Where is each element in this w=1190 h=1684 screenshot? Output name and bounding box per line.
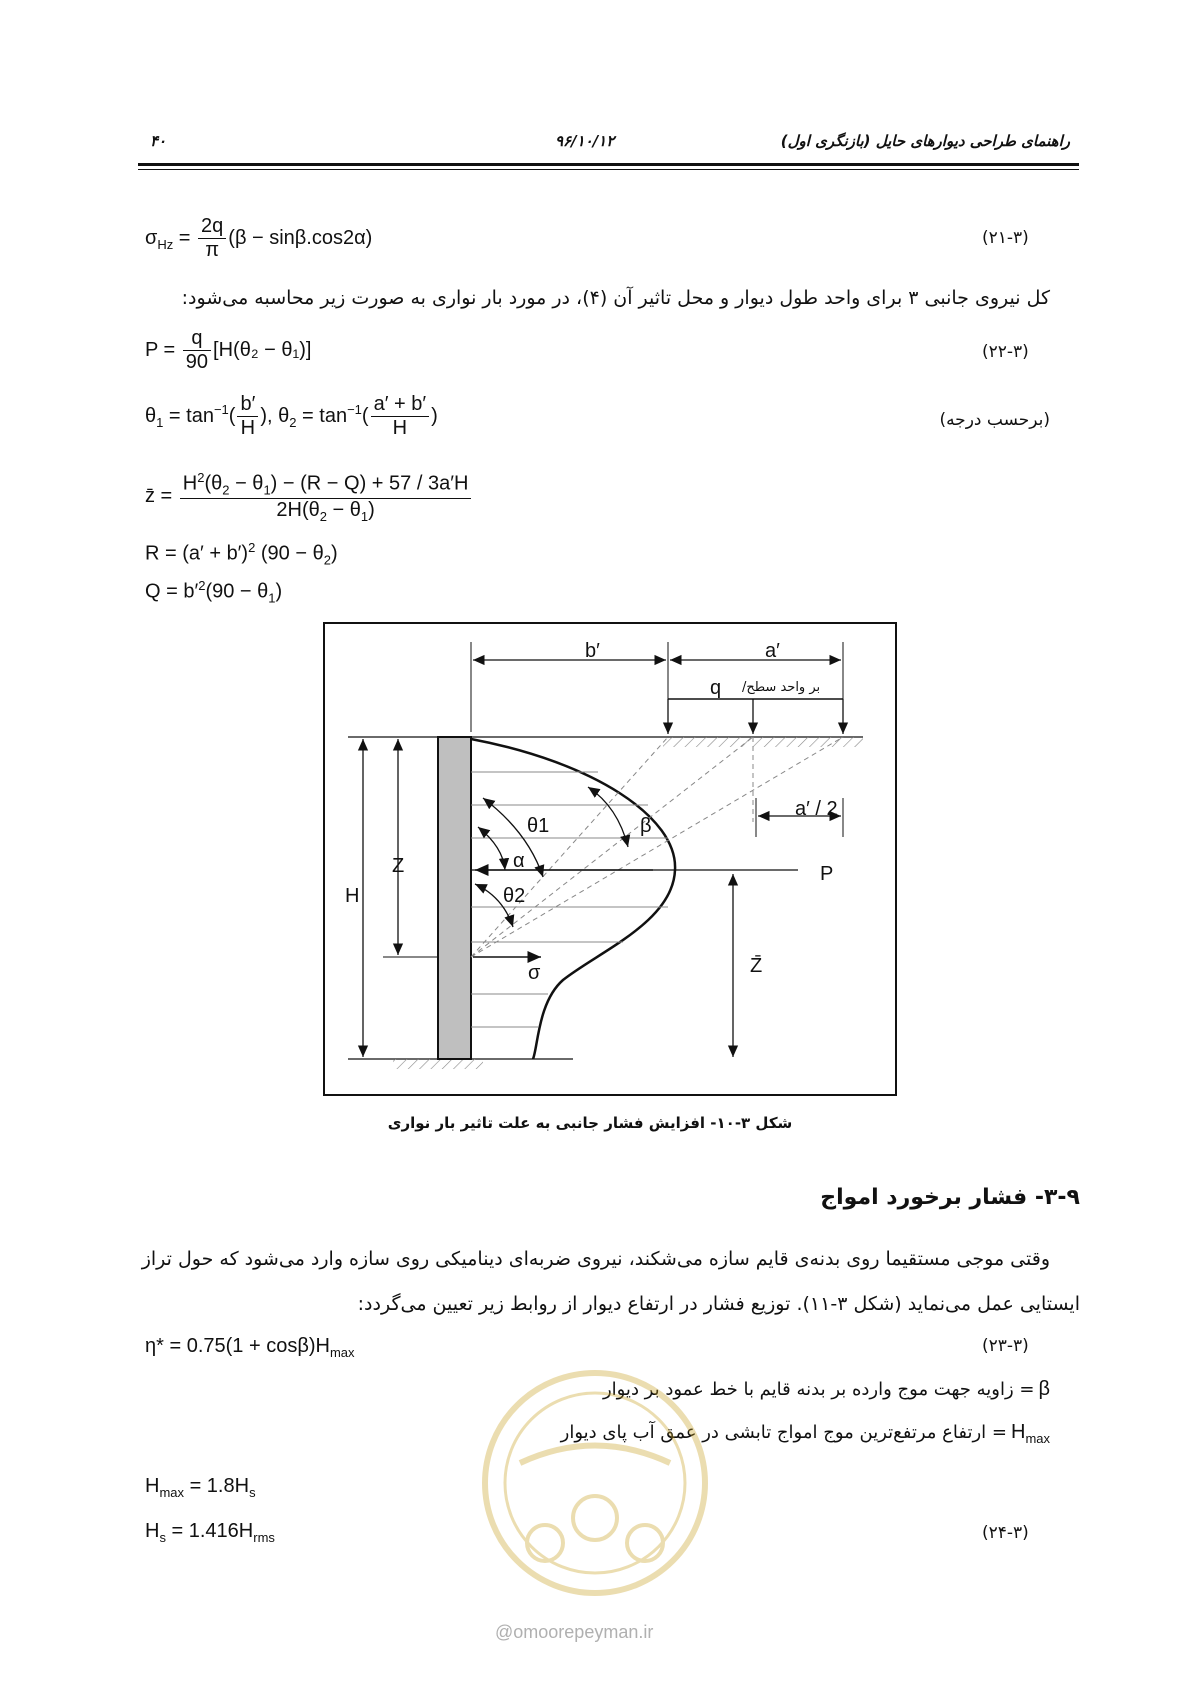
- equation-Q: $Q = b'^2(90 - \theta_1)$: [145, 578, 283, 606]
- paragraph-wave-1: وقتی موجی مستقیما روی بدنه‌ی قایم سازه می‌شکند، نیروی ضربه‌ای دینامیکی روی سازه وارد می‌شود که حول تراز: [141, 1248, 1050, 1270]
- header-page-number: ۴۰: [150, 132, 167, 150]
- unit-degree-note: (برحسب درجه): [939, 410, 1050, 430]
- paragraph-wave-2: ایستایی عمل می‌نماید (شکل ۳-۱۱). توزیع فشار در ارتفاع دیوار از روابط زیر تعیین می‌گردد:: [357, 1293, 1080, 1315]
- paragraph-lateral-force: کل نیروی جانبی ۳ برای واحد طول دیوار و محل تاثیر آن (۴)، در مورد بار نواری به صورت زیر محاسبه می‌شود:: [181, 287, 1050, 309]
- equation-22-number: (۲۲-۳): [982, 342, 1029, 362]
- equation-hmax: $H_{max} = 1.8H_s$: [145, 1475, 256, 1500]
- pressure-distribution-curve: [471, 739, 675, 1059]
- label-H: H: [345, 885, 360, 907]
- label-P: P: [820, 863, 834, 885]
- header-rule-thin: [138, 169, 1079, 170]
- label-beta: β: [640, 815, 652, 837]
- definition-hmax: = ارتفاع مرتفع‌ترین موج امواج تابشی در عمق آب پای دیوار $H_{max}$: [560, 1421, 1050, 1446]
- watermark-logo: [480, 1368, 710, 1598]
- label-alpha: α: [513, 850, 525, 872]
- definition-beta: = زاویه جهت موج وارده بر بدنه قایم با خط عمود بر دیوار β: [602, 1378, 1050, 1400]
- label-sigma: σ: [528, 962, 541, 984]
- equation-24-number: (۲۴-۳): [982, 1523, 1029, 1543]
- definition-beta-text: = زاویه جهت موج وارده بر بدنه قایم با خط عمود بر دیوار: [602, 1379, 1035, 1400]
- label-per-unit-area: بر واحد سطح/: [742, 680, 821, 695]
- equation-hs: $H_s = 1.416H_{rms}$: [145, 1520, 275, 1545]
- figure-caption: شکل ۳-۱۰- افزایش فشار جانبی به علت تاثیر بار نواری: [387, 1114, 793, 1132]
- equation-theta: $\theta_1 = \tan^{-1}$( $\frac{b'}{H}$ ), $\theta_2 = \tan^{-1}$( $\frac{a' + b'}{H}$ ): [145, 393, 438, 439]
- header-rule-thick: [138, 163, 1079, 166]
- label-theta1: θ1: [527, 815, 550, 837]
- equation-22: P = $\frac{q}{90}$ [H(θ₂ − θ₁)]: [145, 327, 312, 373]
- equation-23-number: (۲۳-۳): [982, 1336, 1029, 1356]
- header-date: ۹۶/۱۰/۱۲: [555, 132, 615, 150]
- label-a-half: a′ / 2: [795, 798, 838, 820]
- label-theta2: θ2: [503, 885, 526, 907]
- watermark-site: @omoorepeyman.ir: [495, 1622, 654, 1642]
- equation-21: $\sigma_{Hz}$ = $\frac{2q}{\pi}$ (β − sinβ.cos2α): [145, 215, 373, 261]
- label-a-prime: a′: [765, 640, 780, 662]
- equation-R: $R = (a' + b')^2$ $(90 - \theta_2)$: [145, 540, 338, 568]
- definition-hmax-text: = ارتفاع مرتفع‌ترین موج امواج تابشی در عمق آب پای دیوار: [560, 1422, 1007, 1443]
- equation-23: $\eta* = 0.75(1 + \cos\beta)H_{max}$: [145, 1335, 355, 1360]
- section-heading: ۳-۹- فشار برخورد امواج: [820, 1185, 1080, 1210]
- equation-zbar: z̄ = $\frac{H^2(\theta_2 - \theta_1) - (R - Q) + 57 / 3a'H}{2H(\theta_2 - \theta_1)}$: [145, 470, 473, 524]
- label-Z: Z: [392, 855, 405, 877]
- header-title: راهنمای طراحی دیوارهای حایل (بازنگری اول): [780, 132, 1070, 150]
- equation-21-number: (۲۱-۳): [982, 228, 1029, 248]
- label-b-prime: b′: [585, 640, 600, 662]
- label-q: q: [710, 677, 722, 699]
- label-Zbar: Z̄: [750, 955, 763, 977]
- retaining-wall: [438, 737, 471, 1059]
